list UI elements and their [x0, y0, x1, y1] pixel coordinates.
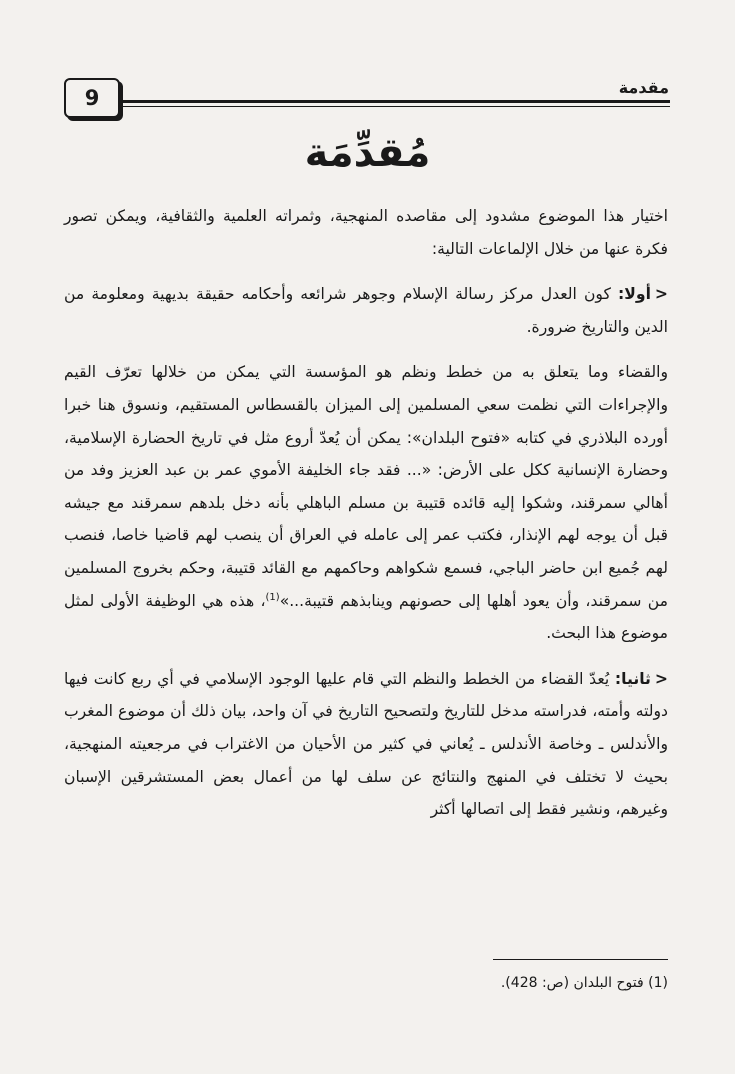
paragraph-first-point [64, 278, 668, 343]
paragraph-intro: اختيار هذا الموضوع مشدود إلى مقاصده المنهجية، وثمراته العلمية والثقافية، ويمكن تصور فكرة عنها من خلال الإلماعات التالية: [64, 207, 668, 258]
point-lead: أولا: [618, 285, 651, 304]
header-rule-thin [118, 106, 670, 107]
paragraph-tail: ، هذه هي الوظيفة الأولى لمثل موضوع هذا البحث. [64, 591, 668, 643]
paragraph-main: والقضاء وما يتعلق به من خطط ونظم هو المؤسسة التي يمكن من خلالها تعرّف القيم والإجراءات التي نظمت سعي المسلمين إلى الميزان بالقسطاس المستقيم، ونسوق هنا خبرا أورده البلاذري في كتابه «فتوح البلدان»: يمكن أن يُعدّ أروع مثل في تاريخ الحضارة الإسلامية، وحضارة الإنسانية ككل على الأرض: «... فقد جاء الخليفة الأموي عمر بن عبد العزيز وفد من أهالي سمرقند، وشكوا إليه قائده قتيبة بن مسلم الباهلي بأنه دخل بلدهم سمرقند مع جيشه قبل أن يوجه لهم الإنذار، فكتب عمر إلى عامله في العراق أن ينصب لهم قاضيا خاصا، فنصب لهم جُميع ابن حاضر الباجي، فسمع شكواهم وحاكمهم مع القائد قتيبة، وحكم بخروج المسلمين من سمرقند، وأن يعود أهلها إلى حصونهم وينابذهم قتيبة...» [64, 363, 668, 610]
point-lead: ثانيا: [614, 669, 651, 688]
running-title: مقدمة [618, 78, 669, 97]
chapter-title: مُقدِّمَة [304, 130, 431, 176]
paragraph-second-point [64, 663, 668, 826]
point-text: يُعدّ القضاء من الخطط والنظم التي قام عليها الوجود الإسلامي في أي ربع كانت فيها دولته وأمته، فدراسته مدخل للتاريخ ولتصحيح التاريخ في آن واحد، بيان ذلك أن موضوع المغرب والأندلس ـ وخاصة الأندلس ـ يُعاني في كثير من الأحيان من الاغتراب في مرجعيته المنهجية، بحيث لا تختلف في المنهج والنتائج عن سلف لها من أعمال بعض المستشرقين الإسبان وغيرهم، ونشير فقط إلى اتصالها أكثر [64, 669, 668, 819]
bullet-mark: < [654, 285, 668, 304]
bullet-mark: < [654, 669, 668, 688]
paragraph-judiciary [64, 356, 668, 649]
footnote: (1) فتوح البلدان (ص: 428). [500, 975, 668, 991]
header-rule-thick [118, 100, 670, 103]
footnote-ref: (1) [265, 591, 280, 603]
point-text: كون العدل مركز رسالة الإسلام وجوهر شرائعه وأحكامه حقيقة بديهية ومعلومة من الدين والتاريخ ضرورة. [64, 285, 668, 336]
page-number: 9 [64, 78, 120, 118]
body-text [64, 200, 668, 839]
footnote-rule [493, 959, 668, 960]
